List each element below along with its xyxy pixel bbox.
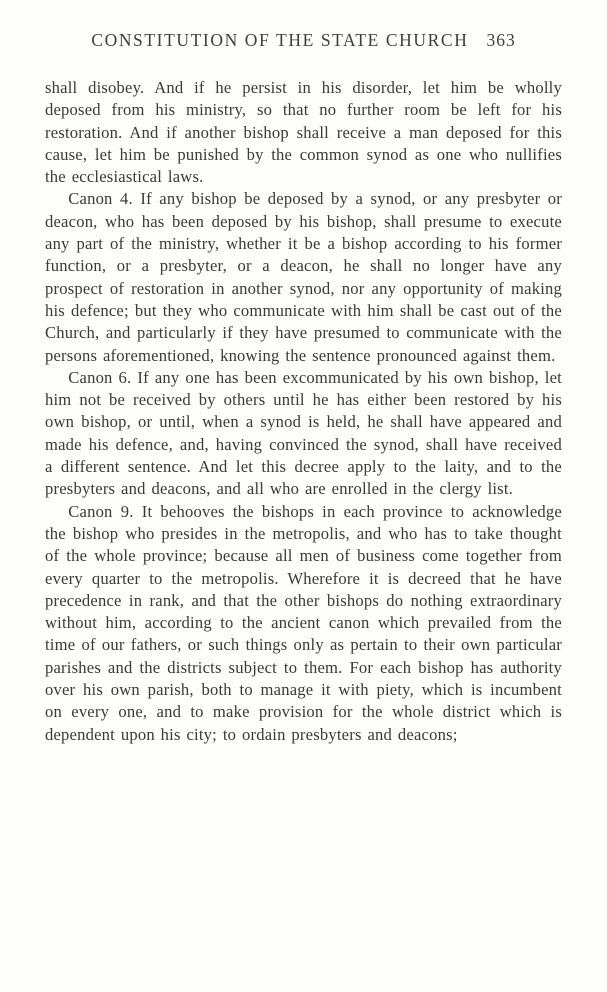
page-number: 363 (486, 30, 516, 50)
paragraph-canon-4: Canon 4. If any bishop be deposed by a synod, or any presbyter or deacon, who has been deposed by his bishop, shall presume to execute any part of the ministry, whether it be a bishop according to his former function, or a presbyter, or a deacon, he shall no longer have any prospect of restoration in another synod, nor any opportunity of making his defence; but they who communicate with him shall be cast out of the Church, and particularly if they have presumed to communicate with the persons aforementioned, knowing the sentence pronounced against them. (45, 189, 562, 365)
running-title: CONSTITUTION OF THE STATE CHURCH (91, 30, 469, 50)
paragraph-continuation: shall disobey. And if he persist in his disorder, let him be wholly deposed from his ministry, so that no further room be left for his restoration. And if another bishop shall receive a man deposed for this cause, let him be punished by the common synod as one who nullifies the ecclesiastical laws. (45, 78, 562, 187)
page-body (45, 77, 562, 746)
running-head (45, 30, 562, 51)
paragraph-canon-6: Canon 6. If any one has been excommunicated by his own bishop, let him not be received by others until he has either been restored by his own bishop, or until, when a synod is held, he shall have appeared and made his defence, and, having convinced the synod, shall have received a different sentence. And let this decree apply to the laity, and to the presbyters and deacons, and all who are enrolled in the clergy list. (45, 367, 562, 499)
paragraph-canon-9: Canon 9. It behooves the bishops in each province to acknowledge the bishop who presides in the metropolis, and who has to take thought of the whole province; because all men of business come together from every quarter to the metropolis. Wherefore it is decreed that he have precedence in rank, and that the other bishops do nothing extraordinary without him, according to the ancient canon which prevailed from the time of our fathers, or such things only as pertain to their own particular parishes and the districts subject to them. For each bishop has authority over his own parish, both to manage it with piety, which is incumbent on every one, and to make provision for the whole district which is dependent upon his city; to ordain presbyters and deacons; (45, 501, 562, 744)
